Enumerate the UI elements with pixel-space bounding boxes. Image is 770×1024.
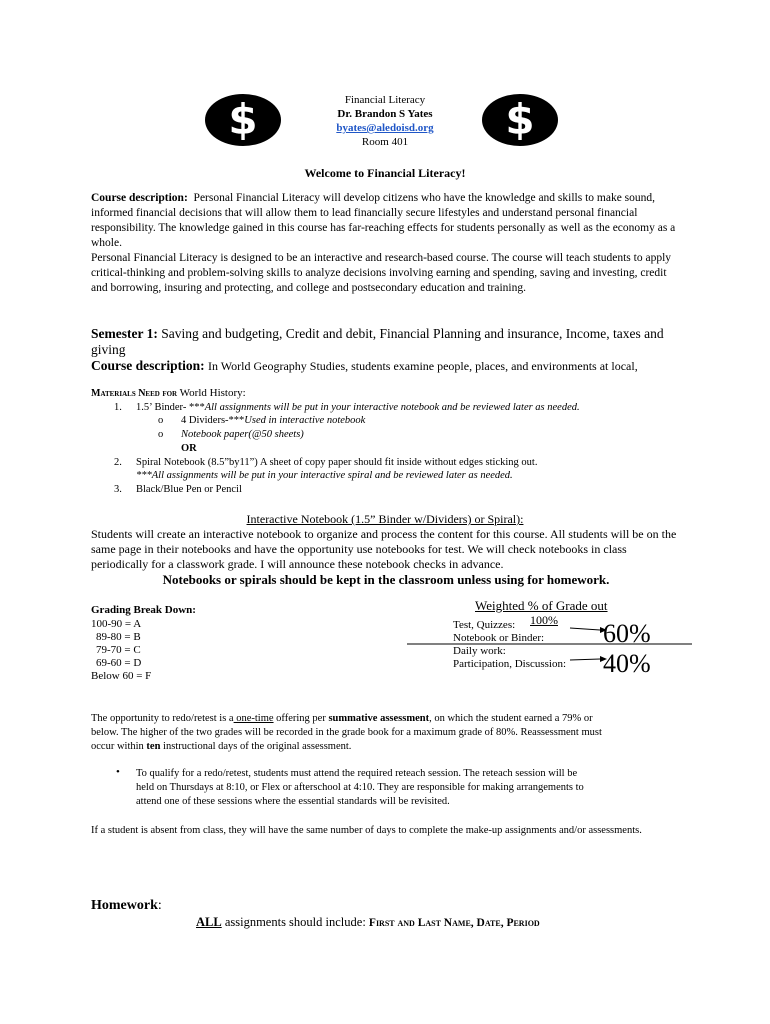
- semester-section: [91, 326, 681, 374]
- homework-heading: [91, 898, 162, 914]
- homework-colon: :: [157, 898, 162, 913]
- dollar-logo-right: [482, 94, 558, 146]
- weight-item-tests: Test, Quizzes:: [453, 619, 516, 631]
- redo-text: offering per: [273, 713, 329, 724]
- weight-40-percent: 40%: [603, 649, 651, 678]
- homework-fields: First and Last Name, Date, Period: [368, 917, 540, 929]
- course-title: Financial Literacy: [344, 94, 426, 106]
- course-description-p2: Personal Financial Literacy is designed to be an interactive and research-based course. The course will teach students to apply critical-thinking and problem-solving skills to analyze decisions involving earning and spending, saving and investing, credit and borrowing, insuring and protecting, and college and postsecondary education and training.: [91, 252, 672, 294]
- course-description-p1: Personal Financial Literacy will develop citizens who have the knowledge and skills to make sound, informed financial decisions that will allow them to lead financially secure lifestyles and understand personal financial responsibility. The knowledge gained in this course has far-reaching effects for students personally as well as the economy as a whole.: [91, 192, 676, 249]
- teacher-email-link[interactable]: byates@aledoisd.org: [336, 122, 434, 134]
- grade-row: 89-80 = B: [96, 631, 141, 643]
- homework-requirements: [196, 915, 540, 930]
- redo-text: instructional days of the original assessment.: [160, 741, 352, 752]
- or-label: OR: [181, 443, 197, 454]
- weight-item-participation: Participation, Discussion:: [453, 658, 567, 670]
- bullet-icon: •: [116, 766, 120, 778]
- dividers-note: Used in interactive notebook: [244, 415, 366, 426]
- materials-item-3-number: 3.: [114, 484, 122, 495]
- materials-item-1-number: 1.: [114, 402, 122, 413]
- grade-row: Below 60 = F: [91, 670, 152, 682]
- course-description-label: Course description:: [91, 192, 188, 204]
- notebook-rule: Notebooks or spirals should be kept in the classroom unless using for homework.: [162, 572, 610, 587]
- grade-row: 69-60 = D: [96, 657, 142, 669]
- reteach-bullet: To qualify for a redo/retest, students must attend the required reteach session. The reteach session will be held on Thursdays at 8:10, or Flex or afterschool at 4:10. They are responsible for making arrangements to attend one of these sessions where the essential standards will be revisited.: [136, 768, 584, 807]
- teacher-name: Dr. Brandon S Yates: [337, 108, 433, 120]
- weight-item-daily: Daily work:: [453, 645, 506, 657]
- redo-summative: summative assessment: [328, 713, 430, 724]
- sub-bullet: o: [158, 429, 164, 440]
- welcome-heading: Welcome to Financial Literacy!: [304, 166, 466, 180]
- course-header: [300, 93, 470, 149]
- semester-description-label: Course description:: [91, 358, 205, 373]
- binder-note: All assignments will be put in your interactive notebook and be reviewed later as needed.: [204, 402, 580, 413]
- materials-item-3: Black/Blue Pen or Pencil: [136, 484, 242, 495]
- materials-heading-rest: World History:: [179, 387, 246, 399]
- grade-row: 100-90 = A: [91, 618, 142, 630]
- binder-text: 1.5’ Binder- ***: [136, 402, 205, 413]
- semester-label: Semester 1:: [91, 326, 158, 341]
- dollar-logo-left: [205, 94, 281, 146]
- notebook-heading: Interactive Notebook (1.5” Binder w/Dividers) or Spiral):: [246, 512, 524, 526]
- semester-topics: Saving and budgeting, Credit and debit, Financial Planning and insurance, Income, taxes and giving: [91, 326, 664, 357]
- notebook-paper-item: Notebook paper(@50 sheets): [181, 429, 304, 440]
- weight-item-notebook: Notebook or Binder:: [453, 632, 545, 644]
- arrow-40: [570, 659, 600, 660]
- weighted-100: 100%: [530, 613, 558, 627]
- redo-ten: ten: [146, 741, 161, 752]
- redo-text: , on which the student earned a 79% or below. The higher of the two grades will be recorded in the grade book for a maximum grade of 80%. Reassessment must occur within: [91, 713, 602, 752]
- materials-item-2-note: ***All assignments will be put in your interactive spiral and be reviewed later as needed.: [136, 470, 513, 481]
- grading-heading: Grading Break Down:: [91, 604, 196, 616]
- dollar-sign-icon: $: [228, 95, 258, 144]
- weight-60-percent: 60%: [603, 619, 651, 648]
- redo-text: The opportunity to redo/retest is a: [91, 713, 234, 724]
- redo-one-time: one-time: [233, 713, 274, 724]
- weight-arrows: [400, 615, 700, 675]
- homework-all: ALL: [196, 915, 222, 929]
- semester-description-text: In World Geography Studies, students examine people, places, and environments at local,: [208, 359, 638, 373]
- absent-policy: If a student is absent from class, they will have the same number of days to complete the make-up assignments and/or assessments.: [91, 825, 642, 836]
- notebook-text: Students will create an interactive notebook to organize and process the content for this course. All students will be on the same page in their notebooks and have the opportunity use notebooks for test. We will check notebooks in class periodically for a classwork grade. I will announce these notebook checks in advance.: [91, 527, 677, 571]
- dividers-item: [181, 414, 365, 427]
- arrow-60: [570, 628, 600, 630]
- homework-rest: assignments should include:: [221, 915, 369, 929]
- dividers-text: 4 Dividers-***: [181, 415, 245, 426]
- redo-policy: [91, 712, 611, 754]
- dollar-sign-icon: $: [505, 95, 535, 144]
- materials-item-2: Spiral Notebook (8.5”by11”) A sheet of copy paper should fit inside without edges sticking out.: [136, 457, 538, 468]
- materials-item-2-number: 2.: [114, 457, 122, 468]
- grade-row: 79-70 = C: [96, 644, 141, 656]
- room-number: Room 401: [361, 136, 409, 148]
- materials-heading-label: Materials Need for: [91, 388, 178, 399]
- sub-bullet: o: [158, 415, 164, 426]
- homework-label: Homework: [91, 898, 158, 913]
- materials-heading: [91, 387, 246, 400]
- materials-item-1: [136, 401, 580, 414]
- course-description: [91, 191, 681, 296]
- weighted-heading: Weighted % of Grade out: [475, 598, 608, 613]
